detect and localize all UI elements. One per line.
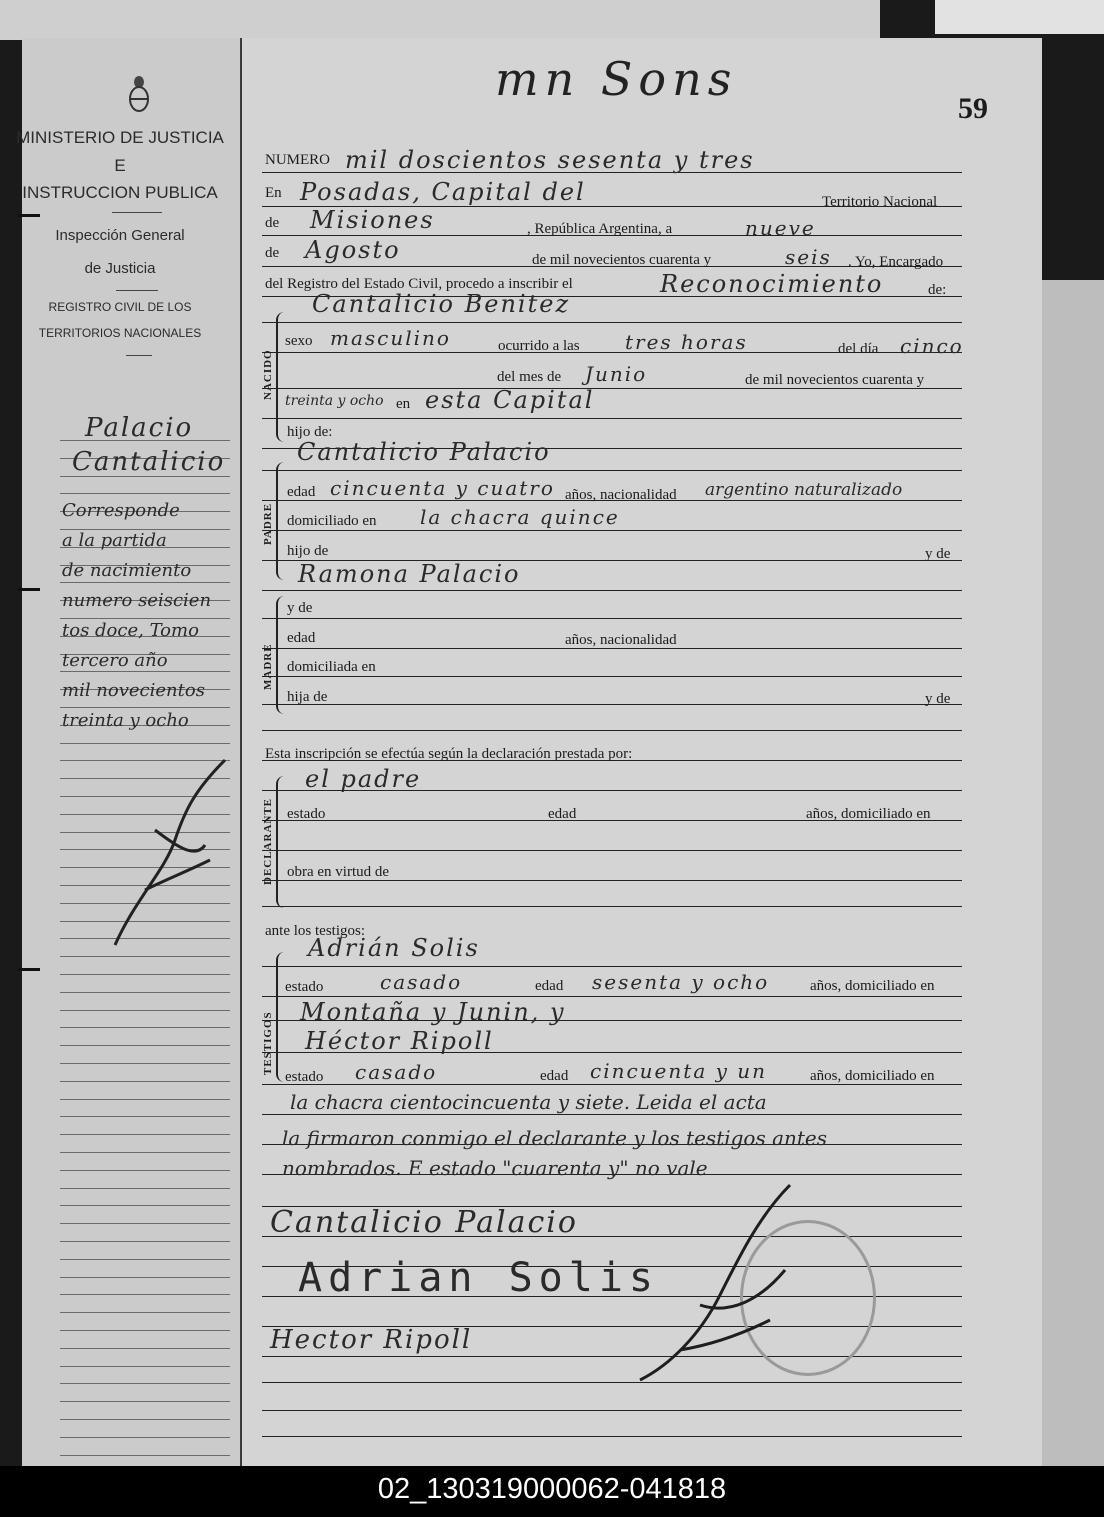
year-label: de mil novecientos cuarenta y xyxy=(532,252,712,268)
ruled-line xyxy=(60,493,230,494)
t2-estado: casado xyxy=(355,1060,438,1084)
ruled-line xyxy=(60,1170,230,1171)
t1-estado-label: estado xyxy=(285,979,324,995)
margin-note-line: a la partida xyxy=(62,530,167,551)
ruled-line xyxy=(60,992,230,993)
t1-edad-label: edad xyxy=(535,978,564,994)
de-label: de xyxy=(265,215,280,231)
madre-domicilio-label: domiciliada en xyxy=(287,659,376,675)
month-value: Agosto xyxy=(305,236,401,264)
ruled-line xyxy=(60,974,230,975)
ruled-line xyxy=(262,1436,962,1437)
declarante-edad-label: edad xyxy=(548,806,577,822)
ruled-line xyxy=(60,1312,230,1313)
closing-line1: la firmaron conmigo el declarante y los testigos antes xyxy=(282,1126,828,1150)
day-value: nueve xyxy=(745,216,816,240)
signature-hector: Hector Ripoll xyxy=(270,1325,473,1355)
declarante-name: el padre xyxy=(305,765,422,793)
padre-edad-value: cincuenta y cuatro xyxy=(330,476,555,500)
inspection-line2: de Justicia xyxy=(84,260,156,277)
t2-domicilio: la chacra cientocincuenta y siete. Leida el acta xyxy=(290,1090,767,1114)
ruled-line xyxy=(60,1348,230,1349)
hora-value: tres horas xyxy=(625,330,748,354)
brace-declarante xyxy=(276,776,288,908)
padre-domicilio-value: la chacra quince xyxy=(420,505,620,529)
de2-label: de xyxy=(265,245,280,261)
republica-label: , República Argentina, a xyxy=(527,221,673,237)
ruled-line xyxy=(262,590,962,591)
madre-y-de2-label: y de xyxy=(925,691,951,707)
ruled-line xyxy=(60,1437,230,1438)
ocurrido-label: ocurrido a las xyxy=(498,338,580,354)
ruled-line xyxy=(262,996,962,997)
padre-name: Cantalicio Palacio xyxy=(297,438,551,466)
de-value: Misiones xyxy=(310,206,435,234)
divider xyxy=(112,212,162,213)
ruled-line xyxy=(60,1455,230,1456)
margin-note-line: numero seiscien xyxy=(62,590,212,611)
madre-hija-label: hija de xyxy=(287,689,328,705)
encargado-label: . Yo, Encargado xyxy=(848,254,944,270)
registro-label: del Registro del Estado Civil, procedo a inscribir el xyxy=(265,276,573,292)
dia-label: del día xyxy=(838,341,879,357)
coat-of-arms-icon xyxy=(128,74,150,112)
ruled-line xyxy=(60,1027,230,1028)
binding-mark xyxy=(18,968,40,971)
ruled-line xyxy=(60,1330,230,1331)
brace-testigos xyxy=(276,952,288,1082)
t1-estado: casado xyxy=(380,970,463,994)
footer-id: 02_130319000062-041818 xyxy=(0,1466,1104,1517)
ruled-line xyxy=(262,530,962,531)
ruled-line xyxy=(262,1114,962,1115)
ruled-line xyxy=(60,1152,230,1153)
territorio-label: Territorio Nacional xyxy=(822,194,938,210)
registry-line2: TERRITORIOS NACIONALES xyxy=(38,326,202,340)
en-label: En xyxy=(265,185,282,201)
mes-label: del mes de xyxy=(497,369,562,385)
ruled-line xyxy=(60,743,230,744)
margin-note-line: Corresponde xyxy=(62,500,180,521)
padre-madre-value: Ramona Palacio xyxy=(298,560,521,588)
t1-anios-label: años, domiciliado en xyxy=(810,978,935,994)
name-value: Cantalicio Benitez xyxy=(312,290,571,318)
ruled-line xyxy=(262,618,962,619)
ruled-line xyxy=(60,707,230,708)
ruled-line xyxy=(60,1116,230,1117)
binding-mark xyxy=(18,588,40,591)
t2-edad-label: edad xyxy=(540,1068,569,1084)
ruled-line xyxy=(262,850,962,851)
label-madre: MADRE xyxy=(262,643,274,690)
dia-value: cinco xyxy=(900,334,964,358)
ruled-line xyxy=(60,1419,230,1420)
official-signature xyxy=(610,1175,830,1395)
ruled-line xyxy=(262,906,962,907)
ministry-line3: INSTRUCCION PUBLICA xyxy=(22,183,218,202)
acto-value: Reconocimiento xyxy=(660,270,884,298)
padre-nacionalidad-value: argentino naturalizado xyxy=(705,480,903,500)
t2-name: Héctor Ripoll xyxy=(305,1027,494,1055)
de-colon: de: xyxy=(928,282,947,298)
padre-domicilio-label: domiciliado en xyxy=(287,513,377,529)
declarante-estado-label: estado xyxy=(287,806,326,822)
label-padre: PADRE xyxy=(262,502,274,545)
ministry-line1: MINISTERIO DE JUSTICIA xyxy=(16,128,224,147)
divider xyxy=(126,355,152,356)
year-value: seis xyxy=(785,245,832,269)
page-stack-right xyxy=(1042,280,1104,1466)
ruled-line xyxy=(262,704,962,705)
sexo-value: masculino xyxy=(330,326,451,350)
ruled-line xyxy=(60,1223,230,1224)
ruled-line xyxy=(262,1410,962,1411)
testigos-label: ante los testigos: xyxy=(265,923,365,939)
ruled-line xyxy=(60,1401,230,1402)
margin-note-line: mil novecientos xyxy=(62,680,205,701)
ruled-line xyxy=(60,1045,230,1046)
inscripcion-label: Esta inscripción se efectúa según la declaración prestada por: xyxy=(265,746,633,762)
page-number: 59 xyxy=(958,92,988,125)
signature-adrian: Adrian Solis xyxy=(298,1255,659,1301)
anio-label: de mil novecientos cuarenta y xyxy=(745,372,925,388)
madre-y-de-label: y de xyxy=(287,600,313,616)
ruled-line xyxy=(60,1259,230,1260)
margin-name-line1: Palacio xyxy=(85,413,194,443)
paper-edge-top xyxy=(0,0,880,40)
label-declarante: DECLARANTE xyxy=(262,797,274,885)
margin-note-line: treinta y ocho xyxy=(62,710,189,731)
margin-name-line2: Cantalicio xyxy=(72,447,226,477)
t2-estado-label: estado xyxy=(285,1069,324,1085)
ruled-line xyxy=(262,418,962,419)
numero-label: NUMERO xyxy=(265,152,331,168)
lugar-value: esta Capital xyxy=(425,386,595,414)
ruled-line xyxy=(262,470,962,471)
t1-domicilio: Montaña y Junin, y xyxy=(300,998,566,1026)
padre-y-de-label: y de xyxy=(925,546,951,562)
madre-anios-label: años, nacionalidad xyxy=(565,632,677,648)
madre-edad-label: edad xyxy=(287,630,316,646)
ministry-line2: E xyxy=(114,156,126,175)
ruled-line xyxy=(60,1081,230,1082)
ruled-line xyxy=(60,1134,230,1135)
signature-cantalicio: Cantalicio Palacio xyxy=(270,1205,578,1240)
ruled-line xyxy=(60,1383,230,1384)
inspection-line1: Inspección General xyxy=(55,227,185,244)
declarante-obra-label: obra en virtud de xyxy=(287,864,390,880)
divider xyxy=(116,290,158,291)
ruled-line xyxy=(60,1241,230,1242)
ruled-line xyxy=(262,730,962,731)
registry-line1: REGISTRO CIVIL DE LOS xyxy=(48,300,192,314)
t2-anios-label: años, domiciliado en xyxy=(810,1068,935,1084)
label-nacido: NACIDO xyxy=(262,349,274,400)
ruled-line xyxy=(262,676,962,677)
ruled-line xyxy=(60,582,230,583)
label-testigos: TESTIGOS xyxy=(262,1011,274,1075)
ruled-line xyxy=(60,1010,230,1011)
closing-line2: nombrados. E estado "cuarenta y" no vale xyxy=(282,1156,708,1180)
ruled-line xyxy=(60,1099,230,1100)
t1-name: Adrián Solis xyxy=(308,934,480,962)
padre-hijo-label: hijo de xyxy=(287,543,329,559)
ruled-line xyxy=(262,966,962,967)
ruled-line xyxy=(60,1277,230,1278)
ruled-line xyxy=(60,1205,230,1206)
margin-note-line: tos doce, Tomo xyxy=(62,620,199,641)
padre-edad-label: edad xyxy=(287,484,316,500)
paper-edge-top-right xyxy=(935,0,1104,34)
t2-edad: cincuenta y un xyxy=(590,1059,768,1083)
en-value: Posadas, Capital del xyxy=(300,178,586,206)
ruled-line xyxy=(60,1294,230,1295)
ruled-line xyxy=(60,1063,230,1064)
hijo-label: hijo de: xyxy=(287,424,333,440)
nacido-en-label: en xyxy=(396,396,411,412)
ruled-line xyxy=(262,322,962,323)
t1-edad: sesenta y ocho xyxy=(592,970,770,994)
margin-signature xyxy=(95,750,245,960)
ruled-line xyxy=(60,1366,230,1367)
sexo-label: sexo xyxy=(285,333,313,349)
ruled-line xyxy=(60,1188,230,1189)
margin-note-line: de nacimiento xyxy=(62,560,192,581)
binding-mark xyxy=(18,214,40,217)
header-annotation: mn Sons xyxy=(495,52,738,106)
mes-value: Junio xyxy=(585,362,648,386)
margin-note-line: tercero año xyxy=(62,650,168,671)
numero-value: mil doscientos sesenta y tres xyxy=(345,146,755,174)
padre-anios-label: años, nacionalidad xyxy=(565,487,677,503)
ruled-line xyxy=(60,618,230,619)
anio-value: treinta y ocho xyxy=(285,393,384,409)
declarante-anios-label: años, domiciliado en xyxy=(806,806,931,822)
ruled-line xyxy=(60,671,230,672)
brace-nacido xyxy=(276,312,288,442)
